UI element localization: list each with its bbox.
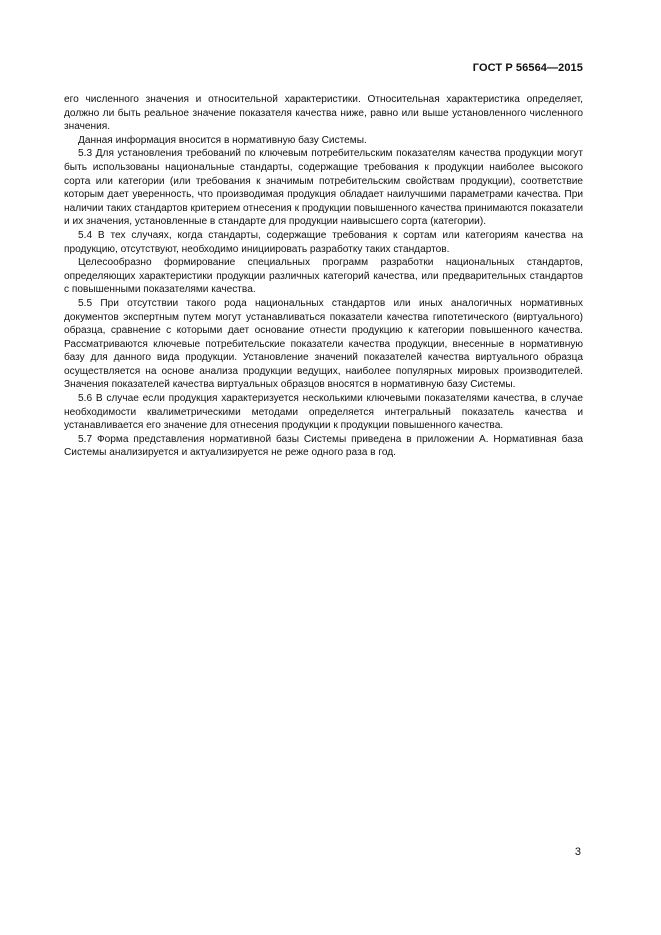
paragraph-info-note: Данная информация вносится в нормативную базу Системы. bbox=[78, 134, 367, 146]
paragraph-5-5: 5.5 При отсутствии такого рода национальных стандартов или иных аналогичных нормативных документов экспертным путем могут устанавливаться показатели качества гипотетического (виртуального) образца, сравнение с которыми дает основание отнести продукцию к категории повышенного качества. Рассматриваются ключевые потребительские показатели качества продукции, внесенные в нормативную базу для данного вида продукции. Установление значений показателей качества виртуального образца осуществляется на основе анализа продукции ведущих, наиболее популярных мировых производителей. Значения показателей качества виртуальных образцов вносятся в нормативную базу Системы. bbox=[64, 297, 583, 391]
paragraph-5-6: 5.6 В случае если продукция характеризуется несколькими ключевыми показателями качества, в случае необходимости квалиметрическими методами определяется интегральный показатель качества и устанавливается его значение для отнесения продукции к продукции повышенного качества. bbox=[64, 393, 583, 432]
paragraph-5-7: 5.7 Форма представления нормативной базы Системы приведена в приложении А. Нормативная база Системы анализируется и актуализируется не реже одного раза в год. bbox=[64, 433, 583, 459]
document-code-header: ГОСТ Р 56564—2015 bbox=[472, 62, 583, 74]
paragraph-programs: Целесообразно формирование специальных программ разработки национальных стандартов, определяющих характеристики продукции различных категорий качества, или предварительных стандартов с повышенными показателями качества. bbox=[64, 257, 583, 296]
paragraph-5-3: 5.3 Для установления требований по ключевым потребительским показателям качества продукции могут быть использованы национальные стандарты, содержащие требования к продукции наиболее высокого сорта или категории (или требования к значимым потребительским свойствам продукции), соответствие которым дает уверенность, что производимая продукция обладает наилучшими параметрами качества. При наличии таких стандартов критерием отнесения к продукции повышенного качества принимаются показатели и их значения, установленные в стандарте для продукции наивысшего сорта (категории). bbox=[64, 148, 583, 228]
page-number: 3 bbox=[574, 846, 581, 858]
paragraph-5-4: 5.4 В тех случаях, когда стандарты, содержащие требования к сортам или категориям качества на продукцию, отсутствуют, необходимо инициировать разработку таких стандартов. bbox=[64, 229, 583, 255]
document-body bbox=[64, 93, 583, 460]
paragraph-continuation: его численного значения и относительной характеристики. Относительная характеристика определяет, должно ли быть реальное значение показателя качества ниже, равно или выше установленного численного значения. bbox=[64, 94, 583, 133]
